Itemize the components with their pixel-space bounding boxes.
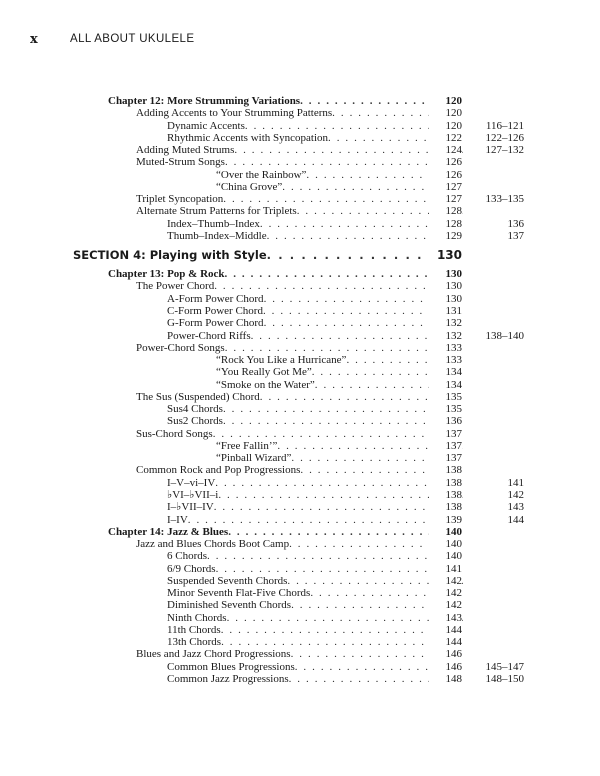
toc-entry-leader [167,415,463,427]
toc-page-number: 130 [429,280,462,292]
toc-entry [0,169,600,181]
toc-entry-leader [136,144,463,156]
toc-entry-title: 6/9 Chords [167,562,216,575]
toc-entry-title: Common Jazz Progressions [167,672,289,685]
toc-entry-leader [167,673,463,685]
toc-entry [0,354,600,366]
toc-entry [0,599,600,611]
toc-track-numbers: 136 [507,217,524,230]
toc-page-number: 130 [429,293,462,305]
dot-leader [188,514,463,526]
dot-leader [221,636,463,648]
toc-entry-leader [73,242,463,268]
toc-chapter-entry [0,268,600,280]
toc-page-number: 128 [429,218,462,230]
toc-entry [0,317,600,329]
toc-entry [0,648,600,660]
toc-entry-title: C-Form Power Chord [167,304,263,317]
toc-entry-leader [167,477,463,489]
toc-page-number: 133 [429,342,462,354]
toc-entry-title: Thumb–Index–Middle [167,229,267,242]
toc-entry [0,293,600,305]
dot-leader [227,612,463,624]
toc-page-number: 138 [429,464,462,476]
dot-leader [216,563,463,575]
toc-page-number: 120 [429,107,462,119]
toc-entry [0,538,600,550]
toc-entry-title: Sus-Chord Songs [136,427,213,440]
toc-entry [0,230,600,242]
toc-entry-leader [108,268,463,280]
toc-page-number: 138 [429,489,462,501]
toc-entry-title: I–♭VII–IV [167,501,214,514]
toc-page-number: 139 [429,514,462,526]
toc-page-number: 144 [429,636,462,648]
toc-page-number: 132 [429,330,462,342]
toc-entry-leader [167,489,463,501]
toc-entry-leader [167,403,463,415]
toc-chapter-entry [0,526,600,538]
toc-entry-title: The Sus (Suspended) Chord [136,390,260,403]
toc-entry [0,379,600,391]
toc-track-numbers: 141 [507,476,524,489]
toc-entry-leader [167,514,463,526]
toc-entry-leader [136,205,463,217]
dot-leader [223,403,463,415]
toc-entry-title: “Free Fallin’” [216,439,278,452]
dot-leader [225,342,463,354]
toc-entry-leader [167,230,463,242]
toc-entry [0,489,600,501]
toc-entry [0,391,600,403]
toc-entry [0,550,600,562]
page-folio: x [30,31,38,47]
toc-entry [0,305,600,317]
toc-entry-leader [216,354,463,366]
toc-entry-title: Common Blues Progressions [167,660,295,673]
toc-page-number: 138 [429,477,462,489]
toc-page-number: 138 [429,501,462,513]
toc-entry-title: Muted-Strum Songs [136,156,225,169]
toc-entry-leader [167,293,463,305]
toc-entry-leader [167,305,463,317]
dot-leader [223,415,463,427]
toc-entry-title: “Smoke on the Water” [216,378,315,391]
toc-entry-title: Chapter 12: More Strumming Variations [108,95,301,107]
toc-entry [0,415,600,427]
dot-leader [223,193,463,205]
toc-page-number: 136 [429,415,462,427]
dot-leader [214,280,463,292]
toc-page-number: 130 [429,268,462,280]
toc-entry-title: The Power Chord [136,280,215,293]
toc-entry-title: “You Really Got Me” [216,366,312,379]
toc-page-number: 140 [429,526,462,538]
toc-page-number: 137 [429,452,462,464]
toc-entry-title: Index–Thumb–Index [167,217,260,230]
toc-page-number: 128 [429,205,462,217]
toc-entry-title: Diminished Seventh Chords [167,599,292,612]
toc-track-numbers: 138–140 [485,329,524,342]
toc-entry-leader [216,440,463,452]
toc-page-number: 124 [429,144,462,156]
toc-entry-title: “Rock You Like a Hurricane” [216,354,347,367]
toc-page-number: 137 [429,440,462,452]
toc-page-number: 134 [429,379,462,391]
toc-entry-title: “China Grove” [216,180,283,193]
book-title: ALL ABOUT UKULELE [70,33,195,45]
toc-entry-title: A-Form Power Chord [167,292,264,305]
toc-entry [0,501,600,513]
toc-entry [0,218,600,230]
toc-entry [0,205,600,217]
toc-page-number: 141 [429,563,462,575]
toc-entry-leader [216,169,463,181]
dot-leader [218,489,463,501]
toc-entry-title: Alternate Strum Patterns for Triplets [136,205,297,218]
toc-entry-title: Sus2 Chords [167,415,223,428]
dot-leader [221,624,463,636]
toc-entry-title: Chapter 14: Jazz & Blues [108,525,229,538]
toc-entry [0,193,600,205]
toc-entry-leader [136,464,463,476]
toc-entry [0,612,600,624]
toc-entry-leader [167,599,463,611]
toc-entry [0,366,600,378]
toc-entry-leader [136,107,463,119]
toc-entry [0,403,600,415]
toc-entry-title: Chapter 13: Pop & Rock [108,268,225,281]
toc-entry-leader [216,181,463,193]
toc-entry-leader [167,218,463,230]
toc-entry-title: Dynamic Accents [167,119,245,132]
toc-entry-title: I–V–vi–IV [167,476,216,489]
dot-leader [225,156,463,168]
toc-entry-leader [216,379,463,391]
toc-page-number: 126 [429,169,462,181]
toc-entry-title: Suspended Seventh Chords [167,574,288,587]
dot-leader [207,550,463,562]
toc-entry-leader [167,330,463,342]
toc-track-numbers: 133–135 [485,193,524,206]
toc-entry [0,120,600,132]
toc-entry-leader [167,575,463,587]
toc-page-number: 137 [429,428,462,440]
toc-entry-leader [136,342,463,354]
toc-page-number: 144 [429,624,462,636]
toc-entry-title: Adding Accents to Your Strumming Patterns [136,107,333,120]
toc-entry-leader [108,95,463,107]
toc-page-number: 122 [429,132,462,144]
toc-entry-leader [136,280,463,292]
toc-track-numbers: 142 [507,488,524,501]
toc-entry-title: “Pinball Wizard” [216,452,292,465]
toc-track-numbers: 137 [507,229,524,242]
toc-entry-title: ♭VI–♭VII–i [167,488,219,501]
toc-entry-leader [167,612,463,624]
toc-entry-leader [167,624,463,636]
toc-entry-title: Common Rock and Pop Progressions [136,464,301,477]
toc-entry [0,464,600,476]
toc-section-entry [0,242,600,268]
toc-track-numbers: 145–147 [485,660,524,673]
toc-entry [0,661,600,673]
toc-entry-title: Minor Seventh Flat-Five Chords [167,587,311,600]
toc-page-number: 120 [429,95,462,107]
dot-leader [215,477,463,489]
toc-entry-leader [136,156,463,168]
toc-page-number: 133 [429,354,462,366]
toc-entry-title: G-Form Power Chord [167,317,264,330]
toc-entry-leader [136,391,463,403]
toc-track-numbers: 143 [507,501,524,514]
toc-entry-title: Blues and Jazz Chord Progressions [136,648,291,661]
toc-page-number: 148 [429,673,462,685]
toc-entry [0,673,600,685]
toc-entry-leader [167,587,463,599]
toc-page-number: 129 [429,230,462,242]
toc-page-number: 135 [429,403,462,415]
toc-page-number: 126 [429,156,462,168]
toc-entry-title: 13th Chords [167,636,222,649]
toc-entry-leader [167,120,463,132]
toc-entry [0,156,600,168]
toc-entry-leader [167,636,463,648]
toc-entry-leader [167,501,463,513]
toc-page-number: 130 [425,242,462,268]
dot-leader [214,501,463,513]
toc-entry-leader [136,538,463,550]
toc-entry-leader [136,193,463,205]
toc-entry-title: Power-Chord Riffs [167,329,251,342]
running-header [30,30,194,48]
toc-entry-title: I–IV [167,513,188,526]
toc-page-number: 142 [429,575,462,587]
toc-page-number: 140 [429,538,462,550]
toc-page-number: 127 [429,181,462,193]
toc-track-numbers: 116–121 [485,119,524,132]
toc-entry-leader [167,550,463,562]
toc-entry-leader [167,563,463,575]
dot-leader [225,268,463,280]
toc-page-number: 127 [429,193,462,205]
toc-entry-title: Sus4 Chords [167,403,223,416]
toc-page-number: 135 [429,391,462,403]
toc-entry-title: SECTION 4: Playing with Style [73,248,267,263]
toc-page-number: 143 [429,612,462,624]
toc-track-numbers: 127–132 [485,144,524,157]
toc-entry-leader [167,132,463,144]
toc-entry [0,428,600,440]
toc-track-numbers: 148–150 [485,672,524,685]
toc-entry-title: 11th Chords [167,623,221,636]
toc-page-number: 142 [429,599,462,611]
toc-entry-title: Jazz and Blues Chords Boot Camp [136,538,290,551]
toc-entry [0,624,600,636]
dot-leader [228,526,463,538]
toc-entry-title: Adding Muted Strums [136,144,235,157]
toc-entry-title: Triplet Syncopation [136,193,224,206]
toc-entry [0,452,600,464]
toc-entry-leader [136,648,463,660]
toc-track-numbers: 122–126 [485,131,524,144]
toc-page-number: 131 [429,305,462,317]
toc-entry [0,587,600,599]
toc-chapter-entry [0,95,600,107]
toc-entry [0,636,600,648]
dot-leader [213,428,463,440]
toc-entry-title: Power-Chord Songs [136,341,225,354]
toc-entry-leader [216,366,463,378]
toc-entry [0,563,600,575]
toc-page-number: 132 [429,317,462,329]
toc-entry [0,280,600,292]
toc-entry-title: Rhythmic Accents with Syncopation [167,131,329,144]
toc-entry-leader [167,661,463,673]
toc-entry [0,477,600,489]
toc-entry [0,514,600,526]
toc-entry [0,575,600,587]
toc-entry [0,107,600,119]
toc-entry-title: 6 Chords [167,550,208,563]
toc-page-number: 120 [429,120,462,132]
table-of-contents [0,95,600,685]
toc-entry-title: “Over the Rainbow” [216,168,307,181]
toc-entry-title: Ninth Chords [167,611,227,624]
toc-entry [0,440,600,452]
toc-entry-leader [167,317,463,329]
toc-page-number: 146 [429,661,462,673]
toc-entry-leader [108,526,463,538]
toc-entry [0,181,600,193]
toc-track-numbers: 144 [507,513,524,526]
toc-page-number: 140 [429,550,462,562]
toc-page-number: 142 [429,587,462,599]
toc-entry [0,342,600,354]
toc-page-number: 146 [429,648,462,660]
toc-entry [0,144,600,156]
toc-entry-leader [136,428,463,440]
toc-entry-leader [216,452,463,464]
toc-page-number: 134 [429,366,462,378]
toc-entry [0,330,600,342]
toc-entry [0,132,600,144]
